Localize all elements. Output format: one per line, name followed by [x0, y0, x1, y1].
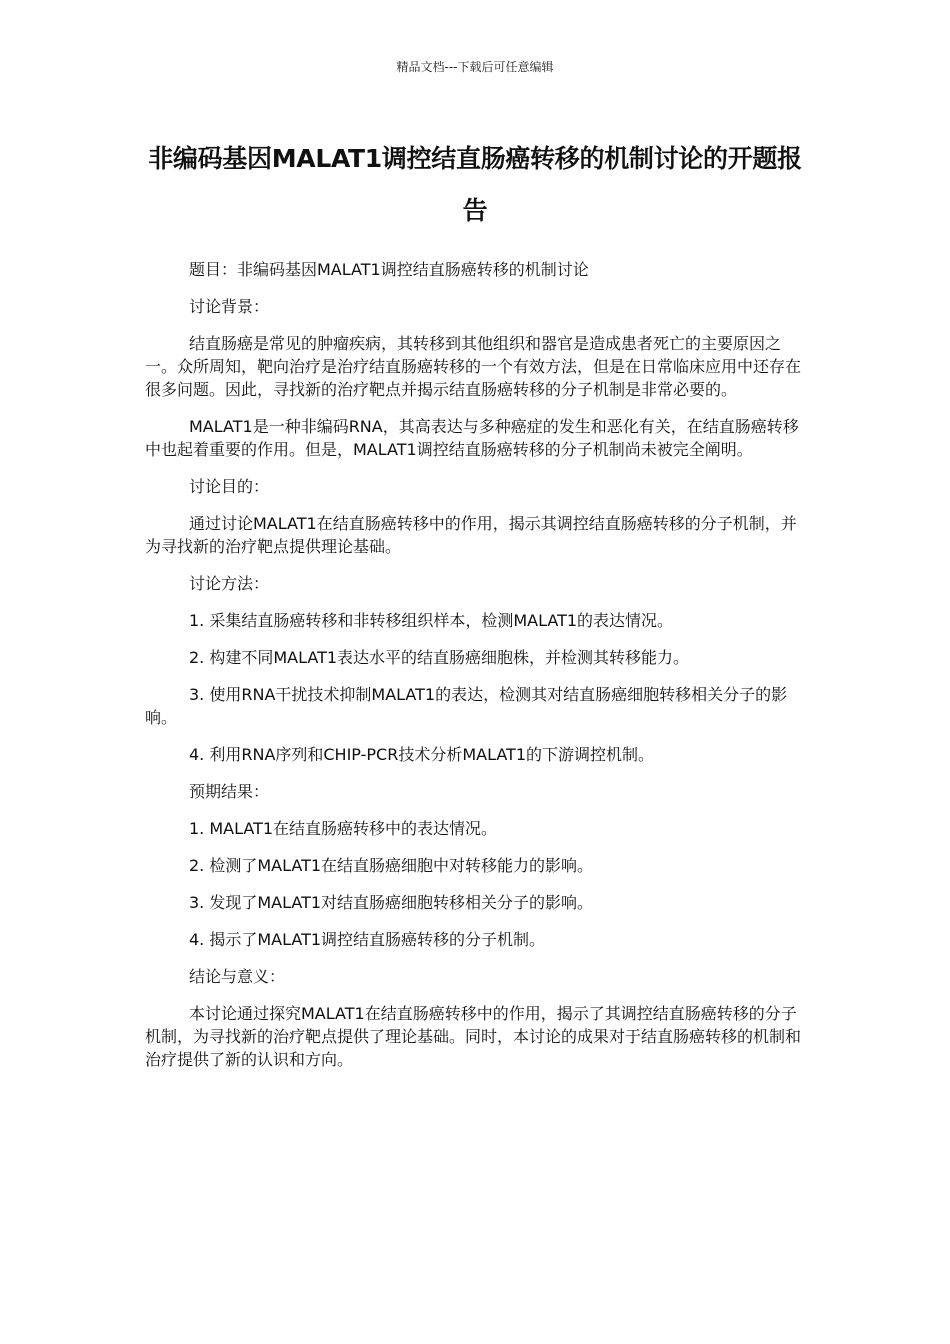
paragraph: 预期结果： — [189, 782, 270, 801]
paragraph: 本讨论通过探究MALAT1在结直肠癌转移中的作用，揭示了其调控结直肠癌转移的分子机制，为寻找新的治疗靶点提供了理论基础。同时，本讨论的成果对于结直肠癌转移的机制和治疗提供了新的认识和方向。 — [145, 1004, 802, 1069]
document-title: 非编码基因MALAT1调控结直肠癌转移的机制讨论的开题报告 — [148, 144, 802, 225]
paragraph: 2. 构建不同MALAT1表达水平的结直肠癌细胞株，并检测其转移能力。 — [189, 648, 690, 667]
paragraph: 1. 采集结直肠癌转移和非转移组织样本，检测MALAT1的表达情况。 — [189, 611, 674, 630]
paragraph: 通过讨论MALAT1在结直肠癌转移中的作用，揭示其调控结直肠癌转移的分子机制，并为寻找新的治疗靶点提供理论基础。 — [145, 514, 797, 556]
document-body — [145, 258, 805, 1085]
paragraph: 3. 使用RNA干扰技术抑制MALAT1的表达，检测其对结直肠癌细胞转移相关分子的影响。 — [145, 685, 788, 727]
paragraph: 3. 发现了MALAT1对结直肠癌细胞转移相关分子的影响。 — [189, 893, 594, 912]
paragraph: 4. 揭示了MALAT1调控结直肠癌转移的分子机制。 — [189, 930, 546, 949]
paragraph: 2. 检测了MALAT1在结直肠癌细胞中对转移能力的影响。 — [189, 856, 594, 875]
paragraph: 1. MALAT1在结直肠癌转移中的表达情况。 — [189, 819, 498, 838]
paragraph: 讨论方法： — [189, 574, 270, 593]
paragraph: 4. 利用RNA序列和CHIP-PCR技术分析MALAT1的下游调控机制。 — [189, 745, 655, 764]
paragraph: MALAT1是一种非编码RNA，其高表达与多种癌症的发生和恶化有关，在结直肠癌转移中也起着重要的作用。但是，MALAT1调控结直肠癌转移的分子机制尚未被完全阐明。 — [145, 417, 799, 459]
paragraph: 讨论目的： — [189, 477, 270, 496]
paragraph: 结论与意义： — [189, 967, 286, 986]
page-header: 精品文档---下载后可任意编辑 — [396, 60, 554, 74]
paragraph: 题目：非编码基因MALAT1调控结直肠癌转移的机制讨论 — [189, 260, 589, 279]
paragraph: 结直肠癌是常见的肿瘤疾病，其转移到其他组织和器官是造成患者死亡的主要原因之一。众所周知，靶向治疗是治疗结直肠癌转移的一个有效方法，但是在日常临床应用中还存在很多问题。因此，寻找新的治疗靶点并揭示结直肠癌转移的分子机制是非常必要的。 — [145, 334, 802, 399]
paragraph: 讨论背景： — [189, 297, 270, 316]
